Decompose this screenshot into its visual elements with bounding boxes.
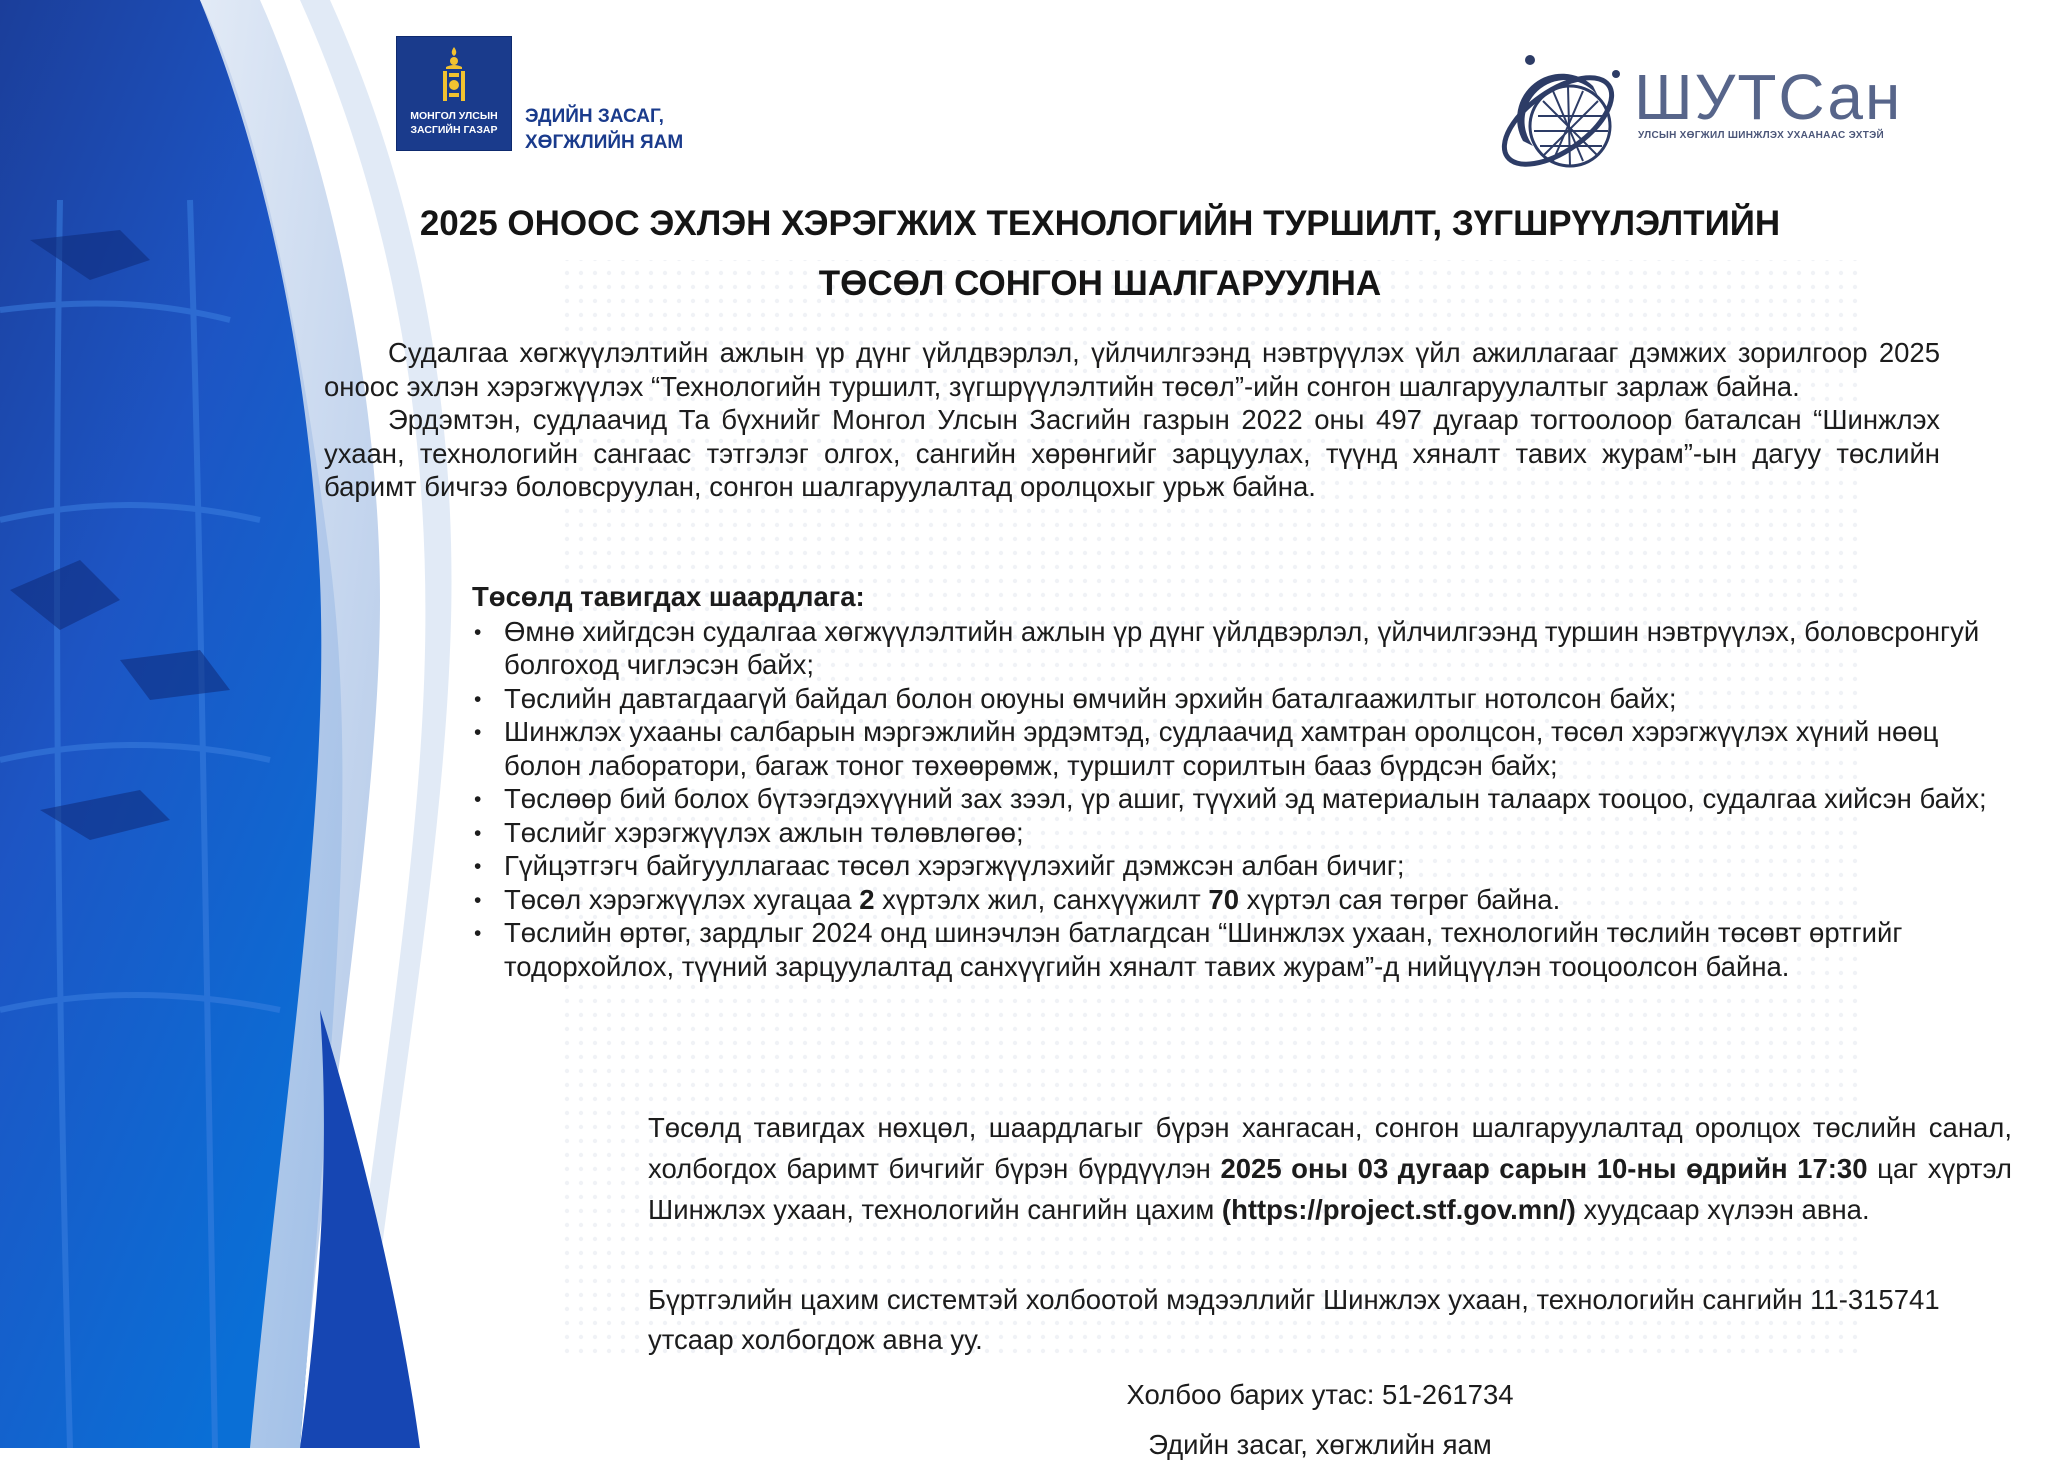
globe-orbit-icon: [1488, 46, 1638, 196]
state-emblem: [396, 36, 512, 151]
submission-url[interactable]: (https://project.stf.gov.mn/): [1221, 1194, 1576, 1225]
funding-amount: 70: [1208, 883, 1240, 915]
ministry-name-line: ЭДИЙН ЗАСАГ,: [525, 106, 664, 127]
contact-phone: Холбоо барих утас: 51-261734: [1126, 1379, 1514, 1410]
soyombo-icon: [434, 47, 474, 105]
registration-section: [648, 1280, 2012, 1360]
ministry-name: [525, 104, 683, 156]
stf-wordmark: ШУТСан: [1634, 61, 1903, 133]
list-item: • Шинжлэх ухааны салбарын мэргэжлийн эрдэмтэд, судлаачид хамтран оролцсон, төсөл хэрэгжүүлэх хүний нөөц болон лаборатори, багаж тоног төхөөрөмж, туршилт сорилтын бааз бүрдсэн байх;: [472, 715, 2012, 782]
announcement-title: [300, 200, 1900, 320]
list-item: • Төслийг хэрэгжүүлэх ажлын төлөвлөгөө;: [472, 816, 2012, 850]
intro-section: [324, 336, 1940, 504]
list-item: • Өмнө хийгдсэн судалгаа хөгжүүлэлтийн ажлын үр дүнг үйлдвэрлэл, үйлчилгээнд туршин нэвтрүүлэх, боловсронгуй болгоход чиглэсэн байх;: [472, 615, 2012, 682]
deadline-date: 2025 оны 03 дугаар сарын 10-ны өдрийн 17:30: [1220, 1153, 1868, 1184]
registration-paragraph: Бүртгэлийн цахим системтэй холбоотой мэдээллийг Шинжлэх ухаан, технологийн сангийн 11-315741 утсаар холбогдож авна уу.: [648, 1284, 1940, 1355]
item-text: хүртэл сая төгрөг байна.: [1239, 883, 1561, 915]
deadline-text: Төсөлд тавигдах нөхцөл, шаардлагыг бүрэн хангасан, сонгон шалгаруулалтад оролцох төслийн санал, холбогдох баримт бичгийг бүрэн бүрдүүлэн: [648, 1112, 2012, 1184]
item-text: Төсөл хэрэгжүүлэх хугацаа: [504, 883, 860, 915]
deadline-paragraph: [648, 1107, 2012, 1230]
deadline-text: хуудсаар хүлээн авна.: [1575, 1194, 1870, 1225]
requirements-list: [472, 615, 2012, 984]
list-item: [472, 883, 2012, 917]
emblem-caption-line: ЗАСГИЙН ГАЗАР: [410, 124, 498, 136]
list-item: • Төслийн өртөг, зардлыг 2024 онд шинэчлэн батлагдсан “Шинжлэх ухаан, технологийн төслийн төсөвт өртгийг тодорхойлох, түүний зарцуулалтад санхүүгийн хяналт тавих журам”-д нийцүүлэн тооцоолсон байна.: [472, 916, 2012, 983]
list-item: • Гүйцэтгэгч байгууллагаас төсөл хэрэгжүүлэхийг дэмжсэн албан бичиг;: [472, 849, 2012, 883]
deadline-text: цаг хүртэл Шинжлэх ухаан, технологийн сангийн цахим: [648, 1153, 2012, 1225]
stf-tagline: УЛСЫН ХӨГЖИЛ ШИНЖЛЭХ УХААНААС ЭХТЭЙ: [1638, 130, 1885, 141]
contact-section: [1000, 1370, 1640, 1470]
requirements-section: [472, 580, 2012, 983]
stf-logo: [1488, 46, 1903, 196]
title-line-2: ТӨСӨЛ СОНГОН ШАЛГАРУУЛНА: [818, 264, 1382, 303]
list-item: • Төслийн давтагдаагүй байдал болон оюуны өмчийн эрхийн баталгаажилтыг нотолсон байх;: [472, 682, 2012, 716]
emblem-caption-line: МОНГОЛ УЛСЫН: [410, 110, 498, 122]
requirements-heading: Төсөлд тавигдах шаардлага:: [472, 581, 865, 612]
deadline-section: [648, 1107, 2012, 1230]
ministry-logo: [396, 36, 696, 156]
contact-organization: Эдийн засаг, хөгжлийн яам: [1148, 1429, 1492, 1460]
title-line-1: 2025 ОНООС ЭХЛЭН ХЭРЭГЖИХ ТЕХНОЛОГИЙН ТУРШИЛТ, ЗҮГШРҮҮЛЭЛТИЙН: [419, 204, 1781, 243]
ministry-name-line: ХӨГЖЛИЙН ЯАМ: [525, 132, 684, 153]
intro-paragraph: Судалгаа хөгжүүлэлтийн ажлын үр дүнг үйлдвэрлэл, үйлчилгээнд нэвтрүүлэх үйл ажиллагааг дэмжих зорилгоор 2025 оноос эхлэн хэрэгжүүлэх “Технологийн туршилт, зүгшрүүлэлтийн төсөл”-ийн сонгон шалгаруулалтыг зарлаж байна.: [324, 337, 1940, 402]
intro-paragraph: Эрдэмтэн, судлаачид Та бүхнийг Монгол Улсын Засгийн газрын 2022 оны 497 дугаар тогтоолоор баталсан “Шинжлэх ухаан, технологийн сангаас тэтгэлэг олгох, сангийн хөрөнгийг зарцуулах, түүнд хяналт тавих журам”-ын дагуу төслийн баримт бичгээ боловсруулан, сонгон шалгаруулалтад оролцохыг урьж байна.: [324, 404, 1940, 502]
list-item: • Төслөөр бий болох бүтээгдэхүүний зах зээл, үр ашиг, түүхий эд материалын талаарх тооцоо, судалгаа хийсэн байх;: [472, 782, 2012, 816]
item-text: хүртэлх жил, санхүүжилт: [874, 883, 1209, 915]
duration-years: 2: [859, 883, 875, 915]
